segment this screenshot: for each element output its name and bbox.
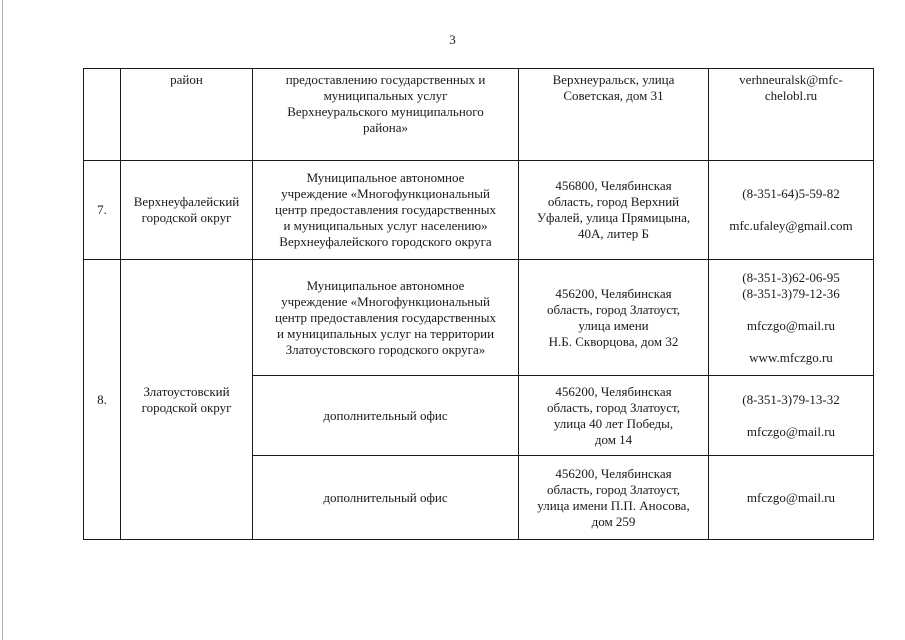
email-text: mfc.ufaley@gmail.com: [729, 218, 853, 233]
phone-text: (8-351-3)62-06-95: [742, 269, 840, 285]
cell-line: Муниципальное автономное: [306, 277, 465, 293]
cell-line: улица 40 лет Победы,: [553, 415, 674, 431]
address-cell: [519, 161, 709, 260]
cell-line: 456200, Челябинская: [555, 465, 672, 481]
email-text: mfczgo@mail.ru: [746, 423, 836, 439]
table-row: [84, 161, 874, 260]
district-cell: район: [121, 69, 253, 161]
row-number-cell: [84, 69, 121, 161]
organization-name-cell: [253, 260, 519, 376]
table-row: [84, 69, 874, 161]
cell-line: Уфалей, улица Прямицына,: [536, 210, 691, 225]
email-text: chelobl.ru: [764, 88, 818, 103]
cell-line: Верхнеуральского муниципального: [287, 104, 484, 119]
cell-line: района»: [363, 120, 408, 135]
district-cell: [121, 260, 253, 540]
address-cell: [519, 376, 709, 456]
cell-line: и муниципальных услуг населению»: [283, 218, 488, 233]
cell-line: учреждение «Многофункциональный: [281, 186, 490, 201]
contacts-cell: [709, 456, 874, 540]
cell-line: Златоустовского городского округа»: [285, 341, 486, 357]
cell-line: Златоустовский: [143, 383, 230, 399]
cell-line: дом 14: [594, 431, 633, 447]
mfc-registry-table: [83, 68, 874, 540]
address-cell: [519, 260, 709, 376]
cell-line: 456200, Челябинская: [555, 383, 672, 399]
contacts-cell: [709, 260, 874, 376]
address-cell: [519, 69, 709, 161]
phone-text: (8-351-64)5-59-82: [742, 186, 840, 201]
cell-line: область, город Верхний: [547, 194, 680, 209]
page-number: 3: [449, 32, 456, 47]
organization-name-cell: [253, 69, 519, 161]
cell-line: и муниципальных услуг на территории: [276, 325, 495, 341]
address-cell: [519, 456, 709, 540]
cell-line: 456800, Челябинская: [555, 178, 672, 193]
cell-line: городской округ: [141, 210, 232, 225]
organization-name-cell: [253, 161, 519, 260]
row-number-cell: 8.: [84, 260, 121, 540]
cell-line: Верхнеуфалейский: [133, 194, 240, 209]
organization-name-cell: дополнительный офис: [253, 376, 519, 456]
cell-line: 40А, литер Б: [578, 226, 649, 241]
cell-line: городской округ: [141, 399, 232, 415]
cell-line: улица имени: [578, 317, 649, 333]
cell-line: 456200, Челябинская: [555, 285, 672, 301]
cell-line: Муниципальное автономное: [306, 170, 465, 185]
district-cell: [121, 161, 253, 260]
scan-edge-line: [2, 0, 3, 640]
cell-line: Советская, дом 31: [563, 88, 664, 103]
email-text: mfczgo@mail.ru: [746, 317, 836, 333]
cell-line: область, город Златоуст,: [547, 301, 680, 317]
email-text: verhneuralsk@mfc-: [739, 72, 843, 87]
table-row: [84, 260, 874, 376]
cell-line: центр предоставления государственных: [275, 202, 496, 217]
organization-name-cell: дополнительный офис: [253, 456, 519, 540]
phone-text: (8-351-3)79-13-32: [742, 391, 840, 407]
contacts-cell: [709, 161, 874, 260]
phone-text: (8-351-3)79-12-36: [742, 285, 840, 301]
cell-line: центр предоставления государственных: [275, 309, 496, 325]
cell-line: дом 259: [591, 513, 636, 529]
cell-line: улица имени П.П. Аносова,: [537, 497, 690, 513]
spacer: [713, 408, 869, 424]
website-text: www.mfczgo.ru: [749, 349, 833, 365]
cell-line: муниципальных услуг: [323, 88, 448, 103]
contacts-cell: [709, 69, 874, 161]
spacer: [713, 334, 869, 350]
cell-line: предоставлению государственных и: [285, 72, 486, 87]
spacer: [713, 302, 869, 318]
cell-line: Верхнеуфалейского городского округа: [279, 234, 492, 249]
email-text: mfczgo@mail.ru: [746, 489, 836, 505]
row-number-cell: 7.: [84, 161, 121, 260]
cell-line: область, город Златоуст,: [547, 399, 680, 415]
spacer: [713, 202, 869, 218]
cell-line: область, город Златоуст,: [547, 481, 680, 497]
cell-line: Верхнеуральск, улица: [552, 72, 675, 87]
contacts-cell: [709, 376, 874, 456]
cell-line: Н.Б. Скворцова, дом 32: [548, 333, 679, 349]
cell-line: учреждение «Многофункциональный: [281, 293, 490, 309]
